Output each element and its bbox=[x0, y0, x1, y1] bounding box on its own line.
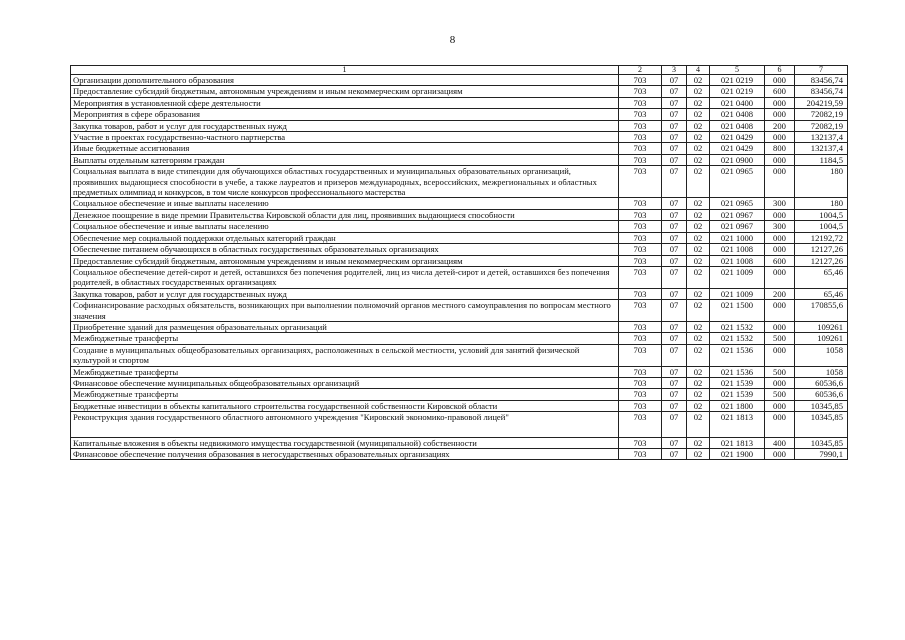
target-article-cell: 021 1009 bbox=[710, 266, 765, 288]
expense-type-cell: 600 bbox=[765, 255, 795, 266]
subsection-cell: 02 bbox=[687, 109, 710, 120]
subsection-cell: 02 bbox=[687, 400, 710, 411]
row-description: Выплаты отдельным категориям граждан bbox=[71, 154, 619, 165]
target-article-cell: 021 0967 bbox=[710, 209, 765, 220]
expense-type-cell: 500 bbox=[765, 333, 795, 344]
subsection-cell: 02 bbox=[687, 255, 710, 266]
subsection-cell: 02 bbox=[687, 198, 710, 209]
table-row bbox=[71, 389, 848, 400]
table-row bbox=[71, 377, 848, 388]
subsection-cell: 02 bbox=[687, 344, 710, 366]
expense-type-cell: 000 bbox=[765, 266, 795, 288]
expense-type-cell: 000 bbox=[765, 75, 795, 86]
table-row bbox=[71, 232, 848, 243]
amount-cell: 83456,74 bbox=[795, 86, 848, 97]
section-cell: 07 bbox=[662, 437, 687, 448]
subsection-cell: 02 bbox=[687, 321, 710, 332]
subsection-cell: 02 bbox=[687, 366, 710, 377]
table-row bbox=[71, 412, 848, 437]
expense-type-cell: 300 bbox=[765, 198, 795, 209]
row-description: Участие в проектах государственно-частного партнерства bbox=[71, 132, 619, 143]
amount-cell: 12127,26 bbox=[795, 244, 848, 255]
admin-code-cell: 703 bbox=[619, 344, 662, 366]
subsection-cell: 02 bbox=[687, 75, 710, 86]
amount-cell: 65,46 bbox=[795, 266, 848, 288]
section-cell: 07 bbox=[662, 244, 687, 255]
amount-cell: 204219,59 bbox=[795, 97, 848, 108]
amount-cell: 7990,1 bbox=[795, 449, 848, 460]
section-cell: 07 bbox=[662, 389, 687, 400]
admin-code-cell: 703 bbox=[619, 266, 662, 288]
target-article-cell: 021 1500 bbox=[710, 300, 765, 322]
expense-type-cell: 000 bbox=[765, 244, 795, 255]
row-description: Межбюджетные трансферты bbox=[71, 389, 619, 400]
section-cell: 07 bbox=[662, 154, 687, 165]
section-cell: 07 bbox=[662, 198, 687, 209]
row-description: Организации дополнительного образования bbox=[71, 75, 619, 86]
row-description: Реконструкция здания государственного областного автономного учреждения "Кировский экономико-правовой лицей" bbox=[71, 412, 619, 437]
target-article-cell: 021 0408 bbox=[710, 109, 765, 120]
amount-cell: 180 bbox=[795, 166, 848, 198]
expense-type-cell: 000 bbox=[765, 449, 795, 460]
section-cell: 07 bbox=[662, 255, 687, 266]
amount-cell: 1058 bbox=[795, 366, 848, 377]
amount-cell: 109261 bbox=[795, 333, 848, 344]
row-description: Капитальные вложения в объекты недвижимого имущества государственной (муниципальной) собственности bbox=[71, 437, 619, 448]
table-row bbox=[71, 255, 848, 266]
expense-type-cell: 800 bbox=[765, 143, 795, 154]
column-header: 2 bbox=[619, 66, 662, 75]
row-description: Закупка товаров, работ и услуг для государственных нужд bbox=[71, 120, 619, 131]
amount-cell: 10345,85 bbox=[795, 400, 848, 411]
table-row bbox=[71, 198, 848, 209]
row-description: Денежное поощрение в виде премии Правительства Кировской области для лиц, проявивших выдающиеся способности bbox=[71, 209, 619, 220]
table-row bbox=[71, 321, 848, 332]
table-row bbox=[71, 288, 848, 299]
table-row bbox=[71, 132, 848, 143]
table-row bbox=[71, 300, 848, 322]
section-cell: 07 bbox=[662, 209, 687, 220]
expense-type-cell: 000 bbox=[765, 209, 795, 220]
admin-code-cell: 703 bbox=[619, 400, 662, 411]
admin-code-cell: 703 bbox=[619, 109, 662, 120]
section-cell: 07 bbox=[662, 266, 687, 288]
amount-cell: 72082,19 bbox=[795, 120, 848, 131]
amount-cell: 109261 bbox=[795, 321, 848, 332]
expense-type-cell: 000 bbox=[765, 97, 795, 108]
target-article-cell: 021 1900 bbox=[710, 449, 765, 460]
section-cell: 07 bbox=[662, 232, 687, 243]
subsection-cell: 02 bbox=[687, 449, 710, 460]
subsection-cell: 02 bbox=[687, 166, 710, 198]
admin-code-cell: 703 bbox=[619, 232, 662, 243]
amount-cell: 12192,72 bbox=[795, 232, 848, 243]
table-row bbox=[71, 400, 848, 411]
amount-cell: 132137,4 bbox=[795, 132, 848, 143]
table-row bbox=[71, 86, 848, 97]
target-article-cell: 021 0900 bbox=[710, 154, 765, 165]
amount-cell: 65,46 bbox=[795, 288, 848, 299]
row-description: Предоставление субсидий бюджетным, автономным учреждениям и иным некоммерческим организациям bbox=[71, 255, 619, 266]
admin-code-cell: 703 bbox=[619, 300, 662, 322]
target-article-cell: 021 1536 bbox=[710, 344, 765, 366]
budget-table bbox=[70, 65, 848, 460]
section-cell: 07 bbox=[662, 143, 687, 154]
target-article-cell: 021 1813 bbox=[710, 437, 765, 448]
expense-type-cell: 200 bbox=[765, 120, 795, 131]
admin-code-cell: 703 bbox=[619, 437, 662, 448]
admin-code-cell: 703 bbox=[619, 132, 662, 143]
target-article-cell: 021 0965 bbox=[710, 198, 765, 209]
subsection-cell: 02 bbox=[687, 143, 710, 154]
target-article-cell: 021 1008 bbox=[710, 255, 765, 266]
admin-code-cell: 703 bbox=[619, 333, 662, 344]
admin-code-cell: 703 bbox=[619, 255, 662, 266]
section-cell: 07 bbox=[662, 333, 687, 344]
target-article-cell: 021 1532 bbox=[710, 333, 765, 344]
row-description: Создание в муниципальных общеобразовательных организациях, расположенных в сельской местности, условий для занятий физической культурой и спортом bbox=[71, 344, 619, 366]
table-row bbox=[71, 143, 848, 154]
expense-type-cell: 000 bbox=[765, 109, 795, 120]
table-row bbox=[71, 166, 848, 198]
expense-type-cell: 000 bbox=[765, 412, 795, 437]
row-description: Иные бюджетные ассигнования bbox=[71, 143, 619, 154]
column-header: 7 bbox=[795, 66, 848, 75]
column-header: 1 bbox=[71, 66, 619, 75]
row-description: Предоставление субсидий бюджетным, автономным учреждениям и иным некоммерческим организациям bbox=[71, 86, 619, 97]
expense-type-cell: 000 bbox=[765, 400, 795, 411]
target-article-cell: 021 1539 bbox=[710, 389, 765, 400]
amount-cell: 12127,26 bbox=[795, 255, 848, 266]
admin-code-cell: 703 bbox=[619, 97, 662, 108]
amount-cell: 1058 bbox=[795, 344, 848, 366]
expense-type-cell: 000 bbox=[765, 300, 795, 322]
subsection-cell: 02 bbox=[687, 333, 710, 344]
admin-code-cell: 703 bbox=[619, 321, 662, 332]
amount-cell: 10345,85 bbox=[795, 437, 848, 448]
row-description: Социальное обеспечение и иные выплаты населению bbox=[71, 221, 619, 232]
section-cell: 07 bbox=[662, 109, 687, 120]
subsection-cell: 02 bbox=[687, 86, 710, 97]
admin-code-cell: 703 bbox=[619, 75, 662, 86]
table-row bbox=[71, 109, 848, 120]
row-description: Социальная выплата в виде стипендии для обучающихся областных государственных и муниципальных образовательных организаций, проявивших выдающиеся способности в учебе, а также лауреатов и призеров международных, всероссийских, межрегиональных и областных предметных олимпиад и конкурсов, в том числе конкурсов профессионального мастерства bbox=[71, 166, 619, 198]
subsection-cell: 02 bbox=[687, 300, 710, 322]
row-description: Межбюджетные трансферты bbox=[71, 333, 619, 344]
expense-type-cell: 500 bbox=[765, 389, 795, 400]
table-row bbox=[71, 449, 848, 460]
amount-cell: 1004,5 bbox=[795, 221, 848, 232]
column-header: 5 bbox=[710, 66, 765, 75]
admin-code-cell: 703 bbox=[619, 377, 662, 388]
table-row bbox=[71, 437, 848, 448]
admin-code-cell: 703 bbox=[619, 412, 662, 437]
page-number: 8 bbox=[449, 34, 456, 46]
subsection-cell: 02 bbox=[687, 244, 710, 255]
target-article-cell: 021 0967 bbox=[710, 221, 765, 232]
target-article-cell: 021 1008 bbox=[710, 244, 765, 255]
expense-type-cell: 400 bbox=[765, 437, 795, 448]
section-cell: 07 bbox=[662, 132, 687, 143]
expense-type-cell: 000 bbox=[765, 132, 795, 143]
target-article-cell: 021 1813 bbox=[710, 412, 765, 437]
target-article-cell: 021 1800 bbox=[710, 400, 765, 411]
expense-type-cell: 000 bbox=[765, 344, 795, 366]
subsection-cell: 02 bbox=[687, 232, 710, 243]
target-article-cell: 021 0219 bbox=[710, 86, 765, 97]
section-cell: 07 bbox=[662, 400, 687, 411]
admin-code-cell: 703 bbox=[619, 154, 662, 165]
subsection-cell: 02 bbox=[687, 412, 710, 437]
section-cell: 07 bbox=[662, 86, 687, 97]
section-cell: 07 bbox=[662, 377, 687, 388]
row-description: Обеспечение мер социальной поддержки отдельных категорий граждан bbox=[71, 232, 619, 243]
target-article-cell: 021 1536 bbox=[710, 366, 765, 377]
section-cell: 07 bbox=[662, 449, 687, 460]
column-header: 3 bbox=[662, 66, 687, 75]
section-cell: 07 bbox=[662, 166, 687, 198]
admin-code-cell: 703 bbox=[619, 166, 662, 198]
admin-code-cell: 703 bbox=[619, 389, 662, 400]
table-row bbox=[71, 333, 848, 344]
amount-cell: 1004,5 bbox=[795, 209, 848, 220]
subsection-cell: 02 bbox=[687, 154, 710, 165]
subsection-cell: 02 bbox=[687, 266, 710, 288]
section-cell: 07 bbox=[662, 221, 687, 232]
row-description: Социальное обеспечение детей-сирот и детей, оставшихся без попечения родителей, лиц из числа детей-сирот и детей, оставшихся без попечения родителей, в областных государственных организациях bbox=[71, 266, 619, 288]
admin-code-cell: 703 bbox=[619, 449, 662, 460]
admin-code-cell: 703 bbox=[619, 366, 662, 377]
section-cell: 07 bbox=[662, 300, 687, 322]
admin-code-cell: 703 bbox=[619, 143, 662, 154]
row-description: Финансовое обеспечение муниципальных общеобразовательных организаций bbox=[71, 377, 619, 388]
target-article-cell: 021 1532 bbox=[710, 321, 765, 332]
subsection-cell: 02 bbox=[687, 132, 710, 143]
expense-type-cell: 500 bbox=[765, 366, 795, 377]
target-article-cell: 021 0400 bbox=[710, 97, 765, 108]
row-description: Мероприятия в сфере образования bbox=[71, 109, 619, 120]
amount-cell: 83456,74 bbox=[795, 75, 848, 86]
subsection-cell: 02 bbox=[687, 437, 710, 448]
amount-cell: 170855,6 bbox=[795, 300, 848, 322]
section-cell: 07 bbox=[662, 412, 687, 437]
subsection-cell: 02 bbox=[687, 221, 710, 232]
table-row bbox=[71, 366, 848, 377]
subsection-cell: 02 bbox=[687, 389, 710, 400]
row-description: Бюджетные инвестиции в объекты капитального строительства государственной собственности Кировской области bbox=[71, 400, 619, 411]
table-row bbox=[71, 154, 848, 165]
table-row bbox=[71, 209, 848, 220]
expense-type-cell: 000 bbox=[765, 377, 795, 388]
row-description: Мероприятия в установленной сфере деятельности bbox=[71, 97, 619, 108]
target-article-cell: 021 0408 bbox=[710, 120, 765, 131]
target-article-cell: 021 0429 bbox=[710, 132, 765, 143]
row-description: Софинансирование расходных обязательств, возникающих при выполнении полномочий органов местного самоуправления по вопросам местного значения bbox=[71, 300, 619, 322]
expense-type-cell: 200 bbox=[765, 288, 795, 299]
table-header-row bbox=[71, 66, 848, 75]
amount-cell: 180 bbox=[795, 198, 848, 209]
row-description: Приобретение зданий для размещения образовательных организаций bbox=[71, 321, 619, 332]
subsection-cell: 02 bbox=[687, 209, 710, 220]
section-cell: 07 bbox=[662, 321, 687, 332]
section-cell: 07 bbox=[662, 288, 687, 299]
target-article-cell: 021 0965 bbox=[710, 166, 765, 198]
admin-code-cell: 703 bbox=[619, 221, 662, 232]
section-cell: 07 bbox=[662, 366, 687, 377]
amount-cell: 60536,6 bbox=[795, 377, 848, 388]
admin-code-cell: 703 bbox=[619, 288, 662, 299]
section-cell: 07 bbox=[662, 97, 687, 108]
subsection-cell: 02 bbox=[687, 97, 710, 108]
section-cell: 07 bbox=[662, 75, 687, 86]
column-header: 4 bbox=[687, 66, 710, 75]
amount-cell: 10345,85 bbox=[795, 412, 848, 437]
table-row bbox=[71, 344, 848, 366]
admin-code-cell: 703 bbox=[619, 120, 662, 131]
admin-code-cell: 703 bbox=[619, 86, 662, 97]
table-row bbox=[71, 266, 848, 288]
admin-code-cell: 703 bbox=[619, 198, 662, 209]
target-article-cell: 021 0219 bbox=[710, 75, 765, 86]
table-row bbox=[71, 120, 848, 131]
amount-cell: 72082,19 bbox=[795, 109, 848, 120]
admin-code-cell: 703 bbox=[619, 244, 662, 255]
amount-cell: 132137,4 bbox=[795, 143, 848, 154]
row-description: Закупка товаров, работ и услуг для государственных нужд bbox=[71, 288, 619, 299]
table-row bbox=[71, 97, 848, 108]
table-row bbox=[71, 75, 848, 86]
row-description: Межбюджетные трансферты bbox=[71, 366, 619, 377]
expense-type-cell: 300 bbox=[765, 221, 795, 232]
row-description: Финансовое обеспечение получения образования в негосударственных образовательных организациях bbox=[71, 449, 619, 460]
expense-type-cell: 000 bbox=[765, 154, 795, 165]
expense-type-cell: 600 bbox=[765, 86, 795, 97]
target-article-cell: 021 1539 bbox=[710, 377, 765, 388]
section-cell: 07 bbox=[662, 120, 687, 131]
column-header: 6 bbox=[765, 66, 795, 75]
amount-cell: 1184,5 bbox=[795, 154, 848, 165]
table-row bbox=[71, 244, 848, 255]
target-article-cell: 021 0429 bbox=[710, 143, 765, 154]
expense-type-cell: 000 bbox=[765, 232, 795, 243]
admin-code-cell: 703 bbox=[619, 209, 662, 220]
subsection-cell: 02 bbox=[687, 120, 710, 131]
subsection-cell: 02 bbox=[687, 288, 710, 299]
subsection-cell: 02 bbox=[687, 377, 710, 388]
target-article-cell: 021 1009 bbox=[710, 288, 765, 299]
amount-cell: 60536,6 bbox=[795, 389, 848, 400]
target-article-cell: 021 1000 bbox=[710, 232, 765, 243]
row-description: Социальное обеспечение и иные выплаты населению bbox=[71, 198, 619, 209]
row-description: Обеспечение питанием обучающихся в областных государственных образовательных организациях bbox=[71, 244, 619, 255]
expense-type-cell: 000 bbox=[765, 321, 795, 332]
expense-type-cell: 000 bbox=[765, 166, 795, 198]
section-cell: 07 bbox=[662, 344, 687, 366]
table-row bbox=[71, 221, 848, 232]
